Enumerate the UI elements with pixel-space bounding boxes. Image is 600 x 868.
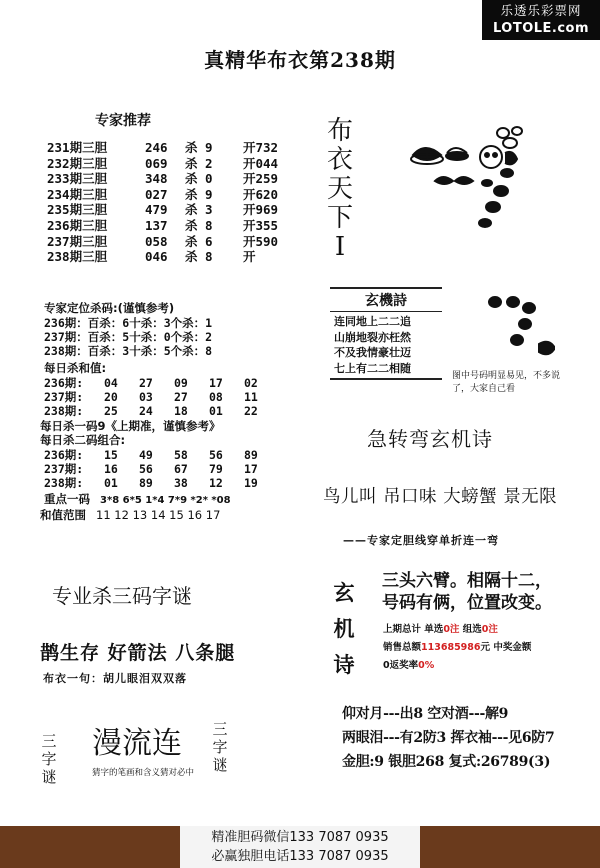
- number-cell: 20: [104, 390, 118, 405]
- footer-line2: 必赢独胆电话133 7087 0935: [211, 849, 389, 864]
- xuanji-vertical-label: 玄机诗: [333, 580, 355, 677]
- expert-cell-kill: 3: [205, 202, 213, 218]
- poem-line: 连同地上二二追: [334, 315, 411, 328]
- number-cell: 56: [139, 462, 153, 477]
- number-cell: 24: [139, 404, 153, 419]
- return-value: 0%: [418, 660, 435, 671]
- expert-cell-open: 开620: [243, 186, 279, 202]
- expert-cell-period: 232期三胆: [47, 155, 108, 171]
- expert-cell-nums: 479: [145, 202, 168, 218]
- riddle-center-word: 漫流连: [92, 726, 182, 761]
- period-label: 236期:: [44, 376, 84, 390]
- sales-suffix: 元 中奖金额: [480, 642, 532, 653]
- number-cell: 38: [174, 476, 188, 491]
- number-cell: 67: [174, 462, 188, 477]
- sum-range-label: 和值范围: [40, 508, 86, 522]
- xuanji-poem-title: 玄機詩: [330, 289, 442, 312]
- expert-cell-kill-label: 杀: [185, 233, 198, 249]
- hint-line: 金胆:9 银胆268 复式:26789(3): [342, 754, 551, 770]
- number-cell: 16: [104, 462, 118, 477]
- last-total-mid: 组选: [459, 624, 482, 635]
- buyi-sentence: 布衣一句：胡儿眼泪双双落: [43, 672, 187, 685]
- number-cell: 12: [209, 476, 223, 491]
- expert-cell-nums: 246: [145, 140, 168, 155]
- number-cell: 01: [104, 476, 118, 491]
- number-cell: 17: [244, 462, 258, 477]
- expert-cell-period: 234期三胆: [47, 186, 108, 202]
- number-cell: 22: [244, 404, 258, 419]
- period-label: 237期:: [44, 390, 84, 405]
- expert-cell-kill: 2: [205, 155, 213, 171]
- expert-row: [47, 218, 278, 234]
- expert-cell-period: 238期三胆: [47, 249, 108, 265]
- expert-cell-open: 开: [243, 249, 256, 265]
- riddle-title: 专业杀三码字谜: [52, 584, 192, 608]
- expert-cell-kill-label: 杀: [185, 249, 198, 265]
- expert-cell-kill-label: 杀: [185, 140, 198, 155]
- sum-values-rows: [44, 376, 279, 419]
- expert-cell-kill: 6: [205, 233, 213, 249]
- expert-cell-kill-label: 杀: [185, 171, 198, 187]
- expert-cell-kill-label: 杀: [185, 202, 198, 218]
- hints: [342, 702, 554, 774]
- poem-note: 图中号码明显易见，不多说了，大家自己看: [452, 371, 561, 394]
- expert-cell-kill-label: 杀: [185, 186, 198, 202]
- period-label: 237期:: [44, 462, 84, 477]
- expert-cell-nums: 069: [145, 155, 168, 171]
- expert-cell-nums: 058: [145, 233, 168, 249]
- hint-line: 仰对月---出8 空对酒---解9: [342, 706, 509, 722]
- sum-values-title: 每日杀和值:: [44, 361, 107, 375]
- expert-row: [47, 187, 278, 203]
- number-cell: 56: [209, 448, 223, 462]
- expert-cell-open: 开590: [243, 233, 279, 249]
- watermark-line2: LOTOLE.com: [492, 21, 590, 36]
- sum_values-row: [44, 390, 279, 404]
- jizhuan-line: 鸟儿叫 吊口味 大螃蟹 景无限: [323, 487, 558, 507]
- key-one: [44, 492, 231, 508]
- last-total-b: 0注: [481, 624, 498, 635]
- sum_values-row: [44, 376, 279, 390]
- expert-cell-nums: 137: [145, 217, 168, 233]
- expert-cell-nums: 046: [145, 249, 168, 265]
- expert-cell-open: 开259: [243, 171, 279, 187]
- stats: [383, 621, 531, 675]
- return-prefix: 0返奖率: [383, 660, 419, 671]
- number-cell: 17: [209, 376, 223, 390]
- poem-line: 七上有二二相随: [334, 361, 411, 375]
- page-title: 真精华布衣第238期: [204, 48, 396, 72]
- expert-cell-nums: 348: [145, 171, 168, 187]
- last-total-prefix: 上期总计 单选: [383, 624, 444, 635]
- period-label: 238期:: [44, 404, 84, 419]
- period-label: 236期:: [44, 448, 84, 462]
- number-cell: 89: [139, 476, 153, 491]
- number-cell: 89: [244, 448, 258, 462]
- expert-cell-kill: 0: [205, 171, 213, 187]
- sales-amount: 113685986: [421, 642, 481, 653]
- poem-line: 不及我情豪壮迈: [334, 346, 411, 359]
- expert-cell-kill-label: 杀: [185, 217, 198, 233]
- watermark-line1: 乐透乐彩票网: [500, 3, 582, 18]
- site-watermark: [482, 0, 600, 40]
- xuanji-main: [382, 570, 552, 614]
- jizhuan-title: 急转弯玄机诗: [367, 427, 493, 451]
- number-cell: 15: [104, 448, 118, 462]
- number-cell: 58: [174, 448, 188, 462]
- number-cell: 02: [244, 376, 258, 390]
- key-one-values: 3*8 6*5 1*4 7*9 *2* *08: [100, 495, 231, 506]
- position-kill-title: 专家定位杀码:(谨慎参考): [44, 301, 175, 315]
- expert-cell-period: 231期三胆: [47, 140, 108, 155]
- expert-row: [47, 249, 278, 265]
- xuanji-line1: 三头六臂。相隔十二，: [382, 571, 552, 591]
- expert-cell-open: 开732: [243, 140, 279, 155]
- expert-cell-kill: 9: [205, 186, 213, 202]
- last-total-a: 0注: [443, 624, 460, 635]
- xuanji-poem-lines: [330, 312, 442, 378]
- number-cell: 03: [139, 390, 153, 405]
- number-cell: 25: [104, 404, 118, 419]
- position-kill-row: 237期：百杀：5十杀：0个杀：2: [44, 330, 213, 345]
- expert-cell-kill-label: 杀: [185, 155, 198, 171]
- expert-cell-period: 236期三胆: [47, 217, 108, 233]
- last-total: [383, 621, 531, 639]
- left-vertical-label: 三字谜: [41, 732, 57, 786]
- number-cell: 08: [209, 390, 223, 405]
- sum_values-row: [44, 404, 279, 418]
- ingot-drawing: [395, 115, 555, 235]
- expert-cell-period: 235期三胆: [47, 202, 108, 218]
- expert-title: 专家推荐: [95, 113, 151, 129]
- number-cell: 27: [139, 376, 153, 390]
- expert-cell-open: 开044: [243, 155, 279, 171]
- kill-two-rows: [44, 448, 279, 491]
- expert-cell-period: 237期三胆: [47, 233, 108, 249]
- number-cell: 19: [244, 476, 258, 491]
- expert-divider-text: ——专家定胆线穿单折连一弯: [343, 534, 499, 547]
- number-drawing: [455, 290, 555, 370]
- hint-line: 两眼泪---有2防3 挥衣袖---见6防7: [342, 730, 555, 746]
- buyi-title: 布衣天下I: [326, 116, 353, 262]
- key-one-label: 重点一码: [44, 492, 90, 506]
- sales-prefix: 销售总额: [383, 642, 422, 653]
- expert-cell-open: 开969: [243, 202, 279, 218]
- number-cell: 04: [104, 376, 118, 390]
- kill_two-row: [44, 476, 279, 490]
- sum-range-values: 11 12 13 14 15 16 17: [96, 508, 221, 522]
- number-cell: 18: [174, 404, 188, 419]
- expert-row: [47, 234, 278, 250]
- kill-one-title: 每日杀一码9《上期准，谨慎参考》: [40, 419, 221, 433]
- xuanji-line2: 号码有俩，位置改变。: [382, 593, 552, 613]
- expert-row: [47, 140, 278, 156]
- xuanji-poem-box: [330, 287, 442, 380]
- number-cell: 79: [209, 462, 223, 477]
- expert-cell-kill: 9: [205, 140, 213, 155]
- expert-cell-kill: 8: [205, 249, 213, 265]
- expert-row: [47, 156, 278, 172]
- poem-line: 山崩地裂亦枉然: [334, 330, 411, 344]
- period-label: 238期:: [44, 476, 84, 491]
- kill_two-row: [44, 448, 279, 462]
- footer-text: [180, 826, 420, 866]
- expert-cell-kill: 8: [205, 217, 213, 233]
- expert-row: [47, 202, 278, 218]
- number-cell: 09: [174, 376, 188, 390]
- footer-line1: 精准胆码微信133 7087 0935: [211, 830, 389, 845]
- expert-row: [47, 171, 278, 187]
- expert-table: [47, 140, 278, 265]
- expert-cell-period: 233期三胆: [47, 171, 108, 187]
- riddle-center-hint: 猜字的笔画和含义猜对必中: [92, 768, 195, 778]
- sum-range: [40, 508, 220, 522]
- expert-cell-nums: 027: [145, 186, 168, 202]
- kill_two-row: [44, 462, 279, 476]
- riddle-line: 鹊生存 好箭法 八条腿: [40, 642, 236, 664]
- right-vertical-label: 三字谜: [212, 720, 228, 774]
- position-kill-rows: [44, 316, 212, 359]
- sales-total: [383, 639, 531, 657]
- return-rate: [383, 657, 531, 675]
- position-kill-row: 236期：百杀：6十杀：3个杀：1: [44, 316, 213, 330]
- number-cell: 49: [139, 448, 153, 462]
- expert-cell-open: 开355: [243, 217, 279, 233]
- number-cell: 01: [209, 404, 223, 419]
- number-cell: 27: [174, 390, 188, 405]
- kill-two-title: 每日杀二码组合:: [40, 433, 126, 447]
- number-cell: 11: [244, 390, 258, 405]
- position-kill-row: 238期：百杀：3十杀：5个杀：8: [44, 344, 213, 359]
